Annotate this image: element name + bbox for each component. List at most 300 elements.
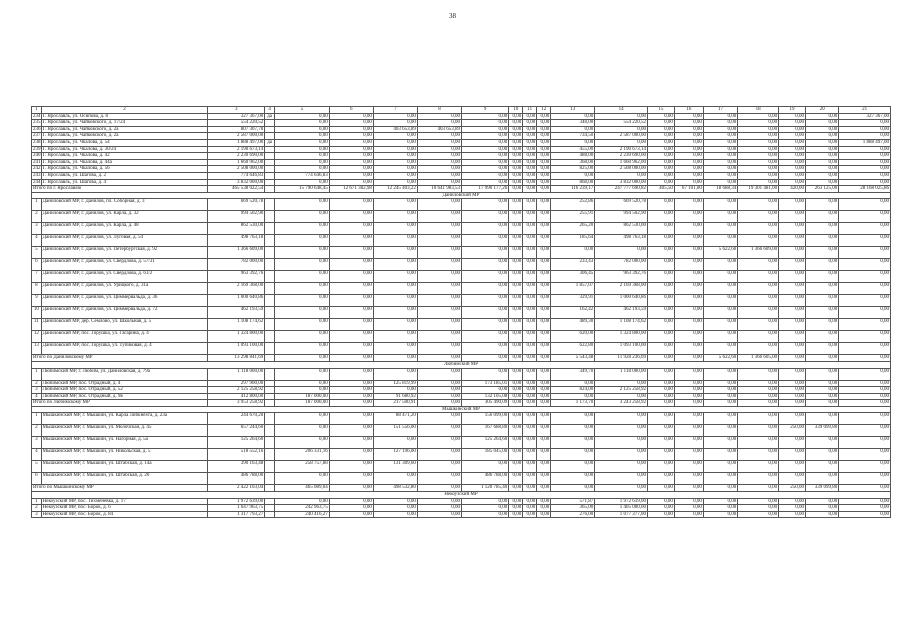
table-cell: 0,00 [417, 199, 461, 211]
total-row [32, 485, 891, 492]
table-cell: 0,00 [674, 199, 703, 211]
table-cell: 0,00 [537, 139, 551, 146]
table-cell: 0,00 [595, 172, 648, 179]
table-cell: 0,00 [509, 259, 523, 271]
table-cell: 0,00 [417, 271, 461, 283]
table-cell: 0,00 [417, 393, 461, 400]
table-cell: 239 [33, 146, 41, 152]
table-cell: 0,00 [738, 159, 779, 166]
table-cell: 0,00 [462, 211, 509, 223]
table-cell: 0,00 [329, 393, 373, 400]
table-cell: 0,00 [417, 511, 461, 518]
table-cell: 0,00 [274, 473, 329, 485]
table-cell: 0,00 [805, 247, 838, 259]
column-header: 12 [537, 107, 551, 114]
table-cell: 0,00 [523, 179, 537, 186]
table-cell: 0,00 [417, 120, 461, 127]
table-cell: 554 220,52 [595, 120, 648, 127]
table-cell: 0,00 [537, 511, 551, 518]
table-cell: 0,00 [417, 172, 461, 179]
table-cell: 9 [32, 295, 42, 307]
table-cell: 0,00 [537, 211, 551, 223]
table-cell: 489,30 [551, 319, 595, 331]
table-cell: 0,00 [839, 247, 891, 259]
table-cell: 0,00 [703, 437, 737, 449]
table-cell: 0,00 [537, 259, 551, 271]
table-row [32, 449, 891, 461]
table-cell: 12 671 382,98 [329, 186, 373, 193]
table-cell: 368,00 [551, 159, 595, 166]
table-cell: 0,00 [329, 295, 373, 307]
table-cell: 0,00 [373, 343, 417, 355]
table-cell: 67 101,00 [674, 186, 703, 193]
table-cell: 0,00 [523, 425, 537, 437]
column-header: 6 [329, 107, 373, 114]
table-cell: 571,87 [551, 498, 595, 505]
section-title: Мышкинский МР [32, 406, 891, 413]
table-cell: Некоузский МР, пос. Борок, д. 6 [41, 505, 208, 512]
table-cell: 0,00 [417, 235, 461, 247]
table-cell: 0,00 [274, 437, 329, 449]
table-cell: 498 763,18 [595, 235, 648, 247]
table-cell: 0,00 [779, 133, 806, 140]
table-cell: 0,00 [329, 449, 373, 461]
table-cell: 0,00 [738, 393, 779, 400]
table-cell: 0,00 [417, 113, 461, 120]
table-cell: 0,00 [509, 393, 523, 400]
table-cell: 0,00 [329, 473, 373, 485]
table-cell: 0,00 [551, 413, 595, 425]
table-cell: 0,00 [805, 413, 838, 425]
table-row [32, 343, 891, 355]
table-cell: 0,00 [674, 393, 703, 400]
budget-table [31, 106, 891, 518]
table-cell: 0,00 [674, 223, 703, 235]
table-cell: 825,00 [551, 166, 595, 173]
table-cell: 0,00 [738, 319, 779, 331]
table-cell: 3 832 000,00 [208, 179, 265, 186]
table-cell: 0,00 [551, 393, 595, 400]
table-cell: 0,00 [805, 271, 838, 283]
table-cell: 0,00 [839, 211, 891, 223]
table-cell: 0,00 [839, 387, 891, 394]
column-header: 14 [595, 107, 648, 114]
table-cell: 0,00 [274, 146, 329, 153]
table-cell: 0,00 [509, 166, 523, 173]
table-cell: 0,00 [509, 199, 523, 211]
table-cell: 0,00 [805, 283, 838, 295]
table-cell: 0,00 [523, 153, 537, 160]
table-cell: 2 587 000,00 [208, 133, 265, 140]
table-cell [265, 505, 275, 512]
table-cell: 0,00 [462, 498, 509, 505]
table-cell: 0,00 [738, 498, 779, 505]
table-cell: 0,00 [703, 199, 737, 211]
table-cell: 0,00 [329, 271, 373, 283]
table-cell: 0,00 [703, 331, 737, 343]
table-cell: 0,00 [779, 461, 806, 473]
table-cell: 0,00 [462, 271, 509, 283]
table-cell: 2 [32, 425, 42, 437]
column-header: 18 [738, 107, 779, 114]
table-cell: 0,00 [738, 511, 779, 518]
table-cell: 862 530,00 [208, 223, 265, 235]
table-cell: 0,00 [595, 461, 648, 473]
table-cell: 0,00 [373, 368, 417, 380]
table-cell: 0,00 [674, 331, 703, 343]
column-header: 7 [373, 107, 417, 114]
table-cell: Мышкинский МР, г. Мышкин, ул. Никольская, д. 5 [41, 449, 208, 461]
table-row [32, 437, 891, 449]
table-cell: 0,00 [805, 319, 838, 331]
table-cell: 0,00 [373, 307, 417, 319]
table-cell: 263 125,00 [805, 186, 838, 193]
table-cell: 0,00 [373, 146, 417, 153]
table-cell: 0,00 [417, 368, 461, 380]
table-cell: 0,00 [779, 449, 806, 461]
table-cell: 0,00 [373, 247, 417, 259]
table-cell: 0,00 [329, 223, 373, 235]
table-cell: 6 [32, 473, 42, 485]
table-cell: 403 653,89 [373, 126, 417, 133]
table-cell: 0,00 [329, 199, 373, 211]
table-cell: 0,00 [595, 449, 648, 461]
table-cell: 0,00 [738, 505, 779, 512]
table-cell: 0,00 [738, 120, 779, 127]
table-cell: 963 392,76 [595, 271, 648, 283]
table-cell: 0,00 [703, 153, 737, 160]
column-header: 17 [703, 107, 737, 114]
section-title: Даниловский МР [32, 192, 891, 199]
table-cell: 1 108 174,62 [208, 319, 265, 331]
table-cell: 0,00 [509, 461, 523, 473]
column-header: 9 [462, 107, 509, 114]
table-cell [265, 498, 275, 505]
column-header: 16 [674, 107, 703, 114]
table-cell: 0,00 [779, 307, 806, 319]
table-cell: 0,00 [417, 146, 461, 153]
table-cell: 0,00 [523, 368, 537, 380]
table-cell: 0,00 [537, 166, 551, 173]
table-cell: 0,00 [329, 179, 373, 186]
table-row [32, 223, 891, 235]
table-cell: 420,00 [779, 186, 806, 193]
table-cell: 116 239,17 [551, 186, 595, 193]
table-cell: 2 422 103,04 [208, 485, 265, 492]
table-cell: 0,00 [647, 133, 674, 140]
table-cell: 0,00 [509, 146, 523, 153]
table-cell: 0,00 [523, 283, 537, 295]
table-cell: 0,00 [738, 235, 779, 247]
table-cell: 0,00 [509, 355, 523, 362]
table-cell: 0,00 [779, 120, 806, 127]
table-cell: 0,00 [523, 120, 537, 127]
table-cell: 0,00 [805, 172, 838, 179]
table-cell: 1 108 174,62 [595, 319, 648, 331]
table-cell: 0,00 [329, 461, 373, 473]
table-cell: 0,00 [462, 283, 509, 295]
table-cell: 0,00 [647, 319, 674, 331]
table-cell: 782 000,00 [595, 259, 648, 271]
table-cell: 151 556,00 [373, 425, 417, 437]
table-cell: 1 366 609,00 [208, 247, 265, 259]
table-cell: 0,00 [738, 113, 779, 120]
table-cell: 0,00 [805, 126, 838, 133]
table-cell: 0,00 [537, 283, 551, 295]
table-cell: 0,00 [274, 283, 329, 295]
table-cell: 2 190 673,14 [595, 146, 648, 153]
table-row [32, 425, 891, 437]
table-cell: 0,00 [703, 126, 737, 133]
table-cell: 0,00 [647, 166, 674, 173]
table-cell [265, 400, 275, 407]
table-cell: 1 366 609,00 [738, 247, 779, 259]
table-cell: 276,00 [551, 511, 595, 518]
table-cell: 0,00 [674, 380, 703, 387]
table-cell: 0,00 [703, 223, 737, 235]
table-cell: Некоузский МР, пос. Тихменёвка, д. 17 [41, 498, 208, 505]
table-cell: 0,00 [779, 146, 806, 153]
table-cell: Даниловский МР, пос. Горушка, ул. Гагарина, д. 4 [41, 331, 208, 343]
table-cell: 0,00 [779, 179, 806, 186]
table-cell: Г. Ярославль, ул. Чайковского, д. 17/24 [41, 120, 208, 127]
table-cell: 554 220,52 [208, 120, 265, 127]
table-cell: Г. Ярославль, ул. Чкалова, д. 42 [41, 153, 208, 160]
table-row [32, 473, 891, 485]
table-cell: 0,00 [703, 461, 737, 473]
table-cell: 0,00 [738, 259, 779, 271]
table-cell: 0,00 [647, 259, 674, 271]
table-cell: 1 118 000,00 [595, 368, 648, 380]
column-header: 11 [523, 107, 537, 114]
table-cell: 0,00 [462, 199, 509, 211]
table-cell: 0,00 [537, 186, 551, 193]
table-cell: 0,00 [537, 437, 551, 449]
table-cell: 0,00 [703, 473, 737, 485]
table-row [32, 505, 891, 512]
table-cell: 1 000 640,86 [208, 295, 265, 307]
table-cell: 963 392,76 [208, 271, 265, 283]
table-cell: 0,00 [839, 159, 891, 166]
table-cell: 1 324 800,00 [595, 331, 648, 343]
table-cell: 18 688,34 [703, 186, 737, 193]
table-cell: 0,00 [537, 425, 551, 437]
table-cell: 498 763,18 [208, 235, 265, 247]
table-cell: 0,00 [509, 235, 523, 247]
table-cell: 0,00 [839, 319, 891, 331]
table-cell: 0,00 [703, 179, 737, 186]
table-cell [265, 368, 275, 380]
table-cell: 5 [32, 461, 42, 473]
table-cell: 0,00 [674, 235, 703, 247]
table-cell: 734,50 [551, 133, 595, 140]
table-cell: 0,00 [674, 166, 703, 173]
table-cell: 622,80 [551, 343, 595, 355]
table-cell: 2 587 000,00 [595, 133, 648, 140]
table-cell: 2 190 673,14 [208, 146, 265, 153]
table-cell: 236 [33, 126, 41, 132]
table-cell: 0,00 [417, 473, 461, 485]
table-cell: 1 [32, 413, 42, 425]
page-number: 38 [449, 12, 456, 20]
table-cell: 0,00 [738, 172, 779, 179]
table-cell: Мышкинский МР, г. Мышкин, ул. Штабская, д. 14а [41, 461, 208, 473]
table-cell: 0,00 [537, 387, 551, 394]
table-cell: 2 169 368,00 [595, 283, 648, 295]
table-cell: 0,00 [417, 283, 461, 295]
table-cell: 0,00 [738, 146, 779, 153]
table-row [32, 393, 891, 400]
table-cell: 0,00 [462, 387, 509, 394]
table-cell: 994 502,90 [208, 211, 265, 223]
table-cell: 0,00 [537, 159, 551, 166]
table-cell: 0,00 [674, 511, 703, 518]
table-cell: 1 [32, 368, 42, 380]
table-cell: 339 099,80 [805, 485, 838, 492]
table-cell: 0,00 [417, 400, 461, 407]
table-cell [265, 179, 275, 186]
table-cell: 17 990 177,26 [462, 186, 509, 193]
table-cell: 167 688,80 [462, 425, 509, 437]
table-cell: 0,00 [417, 413, 461, 425]
table-cell: Мышкинский МР, г. Мышкин, ул. Нагорная, д. 5а [41, 437, 208, 449]
table-cell: 0,00 [373, 211, 417, 223]
table-cell: 0,00 [329, 120, 373, 127]
table-cell: 3 [32, 387, 42, 394]
table-cell: 0,00 [329, 153, 373, 160]
table-cell: 13 298 841,69 [208, 355, 265, 362]
table-cell: 0,00 [373, 387, 417, 394]
table-cell: 0,00 [703, 139, 737, 146]
table-cell: 0,00 [805, 343, 838, 355]
table-cell: 0,00 [738, 153, 779, 160]
table-cell: 0,00 [537, 449, 551, 461]
table-cell: 0,00 [703, 498, 737, 505]
table-cell: 0,00 [274, 166, 329, 173]
table-cell: 0,00 [274, 425, 329, 437]
table-cell: 235 [33, 120, 41, 126]
table-cell: 0,00 [373, 295, 417, 307]
table-cell: 0,00 [274, 319, 329, 331]
total-label: Итого по г. Ярославлю [32, 186, 208, 193]
table-cell: 0,00 [703, 295, 737, 307]
table-cell: 0,00 [509, 387, 523, 394]
table-cell: 0,00 [373, 271, 417, 283]
table-cell: 0,00 [674, 387, 703, 394]
table-cell: 0,00 [329, 368, 373, 380]
table-cell: 0,00 [523, 235, 537, 247]
table-cell: 0,00 [523, 485, 537, 492]
table-cell: 994 502,90 [595, 211, 648, 223]
table-cell: Г. Ярославль, ул. Чкалова, д. 54 [41, 139, 208, 146]
table-cell: 0,00 [647, 387, 674, 394]
table-cell: 0,00 [462, 259, 509, 271]
table-row [32, 146, 891, 153]
table-cell: 0,00 [805, 166, 838, 173]
table-row [32, 271, 891, 283]
table-cell: 0,00 [509, 223, 523, 235]
table-cell: 0,00 [595, 139, 648, 146]
table-cell: 0,00 [373, 283, 417, 295]
table-cell: 0,00 [462, 319, 509, 331]
table-cell: 0,00 [417, 461, 461, 473]
table-cell: 0,00 [329, 425, 373, 437]
table-cell: 0,00 [779, 319, 806, 331]
table-cell: 2 125 258,92 [208, 387, 265, 394]
table-cell [265, 259, 275, 271]
table-cell: 0,00 [329, 400, 373, 407]
table-cell: 0,00 [551, 126, 595, 133]
table-cell: 0,00 [274, 235, 329, 247]
table-cell: 0,00 [703, 166, 737, 173]
table-row [32, 120, 891, 127]
table-cell: 233,43 [551, 259, 595, 271]
table-cell: 390 163,48 [208, 461, 265, 473]
table-cell: 0,00 [839, 307, 891, 319]
table-cell: 0,00 [417, 307, 461, 319]
table-cell: 0,00 [779, 247, 806, 259]
table-cell: 0,00 [417, 380, 461, 387]
table-cell [265, 153, 275, 160]
table-cell: 0,00 [738, 179, 779, 186]
table-cell: 0,00 [839, 449, 891, 461]
table-cell: 0,00 [839, 223, 891, 235]
table-cell: 0,00 [674, 295, 703, 307]
table-cell: 242 963,75 [274, 505, 329, 512]
total-row [32, 186, 891, 193]
table-cell: 0,00 [523, 437, 537, 449]
table-cell: 252,86 [551, 199, 595, 211]
table-cell: 0,00 [274, 368, 329, 380]
table-cell: 0,00 [417, 223, 461, 235]
table-cell: 0,00 [462, 139, 509, 146]
table-cell: 4 [32, 235, 42, 247]
table-cell: 11 928 236,69 [595, 355, 648, 362]
table-row [32, 387, 891, 394]
table-cell: 0,00 [537, 247, 551, 259]
table-cell: 0,00 [805, 498, 838, 505]
table-cell: 0,00 [595, 437, 648, 449]
table-cell: 0,00 [274, 307, 329, 319]
table-cell: 824,00 [551, 387, 595, 394]
table-cell: 0,00 [703, 271, 737, 283]
table-cell: 0,00 [509, 319, 523, 331]
table-cell: 0,00 [417, 449, 461, 461]
table-cell: 0,00 [509, 380, 523, 387]
table-cell [265, 186, 275, 193]
table-cell: 0,00 [738, 307, 779, 319]
table-cell: 0,00 [274, 139, 329, 146]
table-row [32, 498, 891, 505]
table-cell: 0,00 [373, 166, 417, 173]
table-cell: 0,00 [703, 307, 737, 319]
table-cell: 0,00 [738, 461, 779, 473]
table-cell: 0,00 [329, 133, 373, 140]
table-cell: 0,00 [329, 247, 373, 259]
table-cell: 868,00 [551, 179, 595, 186]
table-cell: 162,42 [551, 307, 595, 319]
table-cell: 465 538 022,54 [208, 186, 265, 193]
table-cell: 2 230 690,00 [208, 153, 265, 160]
table-cell: 0,00 [839, 437, 891, 449]
table-cell: 173 185,01 [462, 380, 509, 387]
total-row [32, 400, 891, 407]
table-cell: 0,00 [738, 166, 779, 173]
table-cell: 0,00 [647, 283, 674, 295]
table-cell: 0,00 [839, 511, 891, 518]
table-cell: 2 125 258,92 [595, 387, 648, 394]
column-header: 2 [41, 107, 208, 114]
